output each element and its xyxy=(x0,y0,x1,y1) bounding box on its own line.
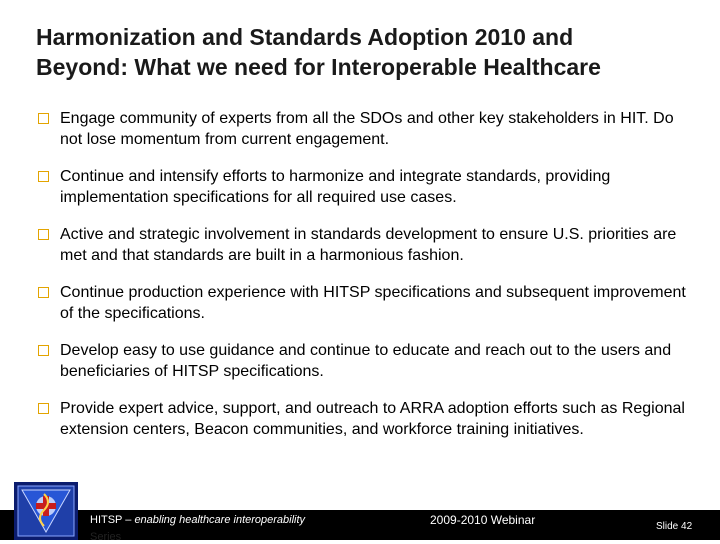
bullet-text: Engage community of experts from all the SDOs and other key stakeholders in HIT. Do not lose momentum from current engagement. xyxy=(60,110,674,148)
footer-series-text xyxy=(90,513,360,543)
footer-org: HITSP xyxy=(90,514,123,526)
square-bullet-icon xyxy=(38,113,49,124)
bullet-text: Provide expert advice, support, and outreach to ARRA adoption efforts such as Regional extension centers, Beacon communities, and workforce training initiatives. xyxy=(60,400,685,438)
footer-series-word: Series xyxy=(90,531,122,543)
bullet-item xyxy=(38,282,688,324)
footer-left-edge xyxy=(0,510,14,540)
hitsp-logo-icon xyxy=(14,482,78,540)
bullet-item xyxy=(38,224,688,266)
footer-webinar: 2009-2010 Webinar xyxy=(430,513,536,527)
bullet-item xyxy=(38,166,688,208)
slide-footer xyxy=(0,482,720,543)
slide-title xyxy=(36,22,696,82)
bullet-item xyxy=(38,398,688,440)
slide-title-line-1: Harmonization and Standards Adoption 2010 and xyxy=(36,24,574,50)
bullet-text: Continue and intensify efforts to harmonize and integrate standards, providing implementation specifications for all required use cases. xyxy=(60,168,611,206)
slide-title-line-2: Beyond: What we need for Interoperable Healthcare xyxy=(36,54,601,80)
bullet-list xyxy=(38,108,688,456)
bullet-item xyxy=(38,340,688,382)
square-bullet-icon xyxy=(38,345,49,356)
bullet-item xyxy=(38,108,688,150)
bullet-text: Active and strategic involvement in standards development to ensure U.S. priorities are met and that standards are built in a harmonious fashion. xyxy=(60,226,677,264)
square-bullet-icon xyxy=(38,171,49,182)
footer-dash: – xyxy=(122,514,135,526)
bullet-text: Continue production experience with HITSP specifications and subsequent improvement of the specifications. xyxy=(60,284,686,322)
bullet-text: Develop easy to use guidance and continue to educate and reach out to the users and beneficiaries of HITSP specifications. xyxy=(60,342,672,380)
square-bullet-icon xyxy=(38,229,49,240)
footer-tagline: enabling healthcare interoperability xyxy=(134,514,306,526)
slide-number: Slide 42 xyxy=(656,521,693,532)
square-bullet-icon xyxy=(38,287,49,298)
square-bullet-icon xyxy=(38,403,49,414)
